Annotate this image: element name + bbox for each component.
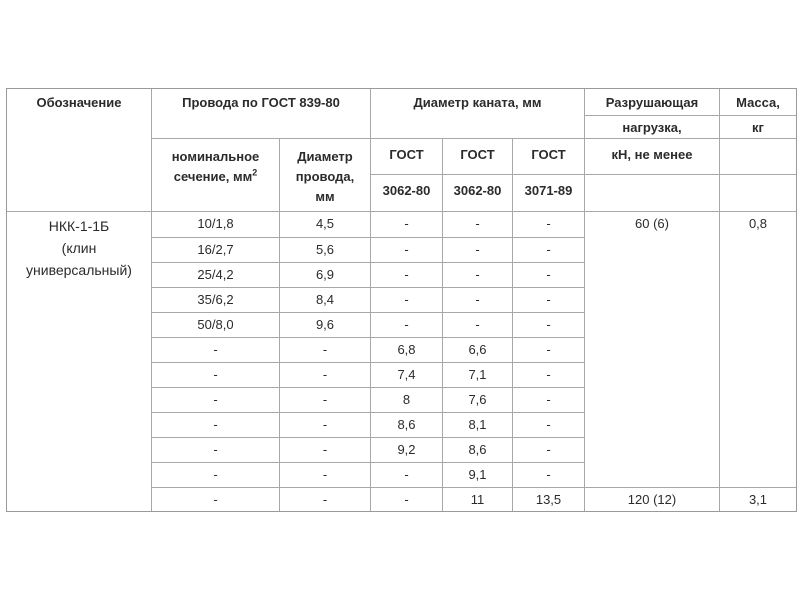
- last-row-gost3: 13,5: [513, 487, 585, 511]
- table-cell-g3: -: [513, 312, 585, 337]
- table-cell-g3: -: [513, 437, 585, 462]
- table-cell-g2: 8,6: [443, 437, 513, 462]
- header-mass-line1: Масса,: [720, 89, 796, 116]
- header-gost-number-3: 3071-89: [513, 175, 585, 211]
- table-cell-g1: -: [371, 237, 443, 262]
- load-merged-cell: 60 (6): [585, 212, 720, 487]
- nominal-section-text: номинальное сечение, мм: [171, 149, 260, 184]
- table-cell-g1: 7,4: [371, 362, 443, 387]
- header-wire-diameter: Диаметр провода, мм: [280, 139, 371, 211]
- designation-line-2: (клин: [61, 240, 97, 256]
- table-cell-g1: -: [371, 462, 443, 487]
- table-cell-diameter: -: [280, 337, 371, 362]
- header-wires-group: Провода по ГОСТ 839-80: [152, 89, 371, 139]
- table-cell-diameter: -: [280, 387, 371, 412]
- last-row-mass: 3,1: [720, 487, 796, 511]
- header-load-empty: [585, 175, 720, 211]
- header-gost-word-2: ГОСТ: [443, 139, 513, 175]
- last-row-diameter: -: [280, 487, 371, 511]
- table-cell-g2: 9,1: [443, 462, 513, 487]
- table-cell-diameter: -: [280, 412, 371, 437]
- table-cell-section: -: [152, 387, 280, 412]
- table-cell-section: 16/2,7: [152, 237, 280, 262]
- header-gost-number-2: 3062-80: [443, 175, 513, 211]
- table-cell-section: -: [152, 362, 280, 387]
- table-cell-g3: -: [513, 362, 585, 387]
- table-cell-diameter: 4,5: [280, 212, 371, 237]
- table-cell-g2: 7,1: [443, 362, 513, 387]
- table-cell-g2: -: [443, 287, 513, 312]
- table-cell-section: 25/4,2: [152, 262, 280, 287]
- table-cell-g1: -: [371, 287, 443, 312]
- table-cell-section: -: [152, 337, 280, 362]
- table-cell-g2: 7,6: [443, 387, 513, 412]
- table-cell-g2: -: [443, 262, 513, 287]
- table-cell-g1: 8,6: [371, 412, 443, 437]
- header-nominal-section: [152, 139, 280, 211]
- header-load-line1: Разрушающая: [585, 89, 720, 116]
- table-cell-g2: -: [443, 312, 513, 337]
- header-rope-group: Диаметр каната, мм: [371, 89, 585, 139]
- table-cell-g3: -: [513, 412, 585, 437]
- designation-cell: [7, 212, 152, 511]
- table-cell-diameter: -: [280, 362, 371, 387]
- table-cell-g2: 6,6: [443, 337, 513, 362]
- table-cell-g3: -: [513, 237, 585, 262]
- table-cell-diameter: 5,6: [280, 237, 371, 262]
- last-row-load: 120 (12): [585, 487, 720, 511]
- table-cell-diameter: -: [280, 462, 371, 487]
- table-cell-section: 10/1,8: [152, 212, 280, 237]
- header-gost-word-3: ГОСТ: [513, 139, 585, 175]
- table-cell-section: -: [152, 437, 280, 462]
- header-gost-number-1: 3062-80: [371, 175, 443, 211]
- table-cell-diameter: 9,6: [280, 312, 371, 337]
- table-cell-g1: 8: [371, 387, 443, 412]
- table-cell-g2: -: [443, 237, 513, 262]
- table-cell-diameter: -: [280, 437, 371, 462]
- table-cell-g1: -: [371, 262, 443, 287]
- table-cell-g3: -: [513, 262, 585, 287]
- table-cell-g3: -: [513, 462, 585, 487]
- table-cell-g3: -: [513, 387, 585, 412]
- table-cell-g2: 8,1: [443, 412, 513, 437]
- table-cell-section: -: [152, 412, 280, 437]
- header-designation: Обозначение: [7, 89, 152, 211]
- table-cell-g3: -: [513, 212, 585, 237]
- last-row-gost1: -: [371, 487, 443, 511]
- header-load-line2: нагрузка,: [585, 116, 720, 139]
- table-cell-g3: -: [513, 337, 585, 362]
- header-gost-word-1: ГОСТ: [371, 139, 443, 175]
- last-row-gost2: 11: [443, 487, 513, 511]
- nominal-section-sup: 2: [252, 167, 258, 178]
- table-cell-g1: -: [371, 312, 443, 337]
- table-cell-g1: 6,8: [371, 337, 443, 362]
- header-mass-empty: [720, 139, 796, 175]
- table-cell-section: 50/8,0: [152, 312, 280, 337]
- header-load-line3: кН, не менее: [585, 139, 720, 175]
- designation-line-3: универсальный): [26, 262, 132, 278]
- table-cell-g2: -: [443, 212, 513, 237]
- table-cell-diameter: 8,4: [280, 287, 371, 312]
- table-cell-section: -: [152, 462, 280, 487]
- table-cell-g3: -: [513, 287, 585, 312]
- table-cell-g1: 9,2: [371, 437, 443, 462]
- table-cell-diameter: 6,9: [280, 262, 371, 287]
- table-cell-g1: -: [371, 212, 443, 237]
- header-mass-line2: кг: [720, 116, 796, 139]
- designation-line-1: НКК-1-1Б: [48, 218, 110, 234]
- mass-merged-cell: 0,8: [748, 216, 768, 231]
- table-cell-section: 35/6,2: [152, 287, 280, 312]
- last-row-section: -: [152, 487, 280, 511]
